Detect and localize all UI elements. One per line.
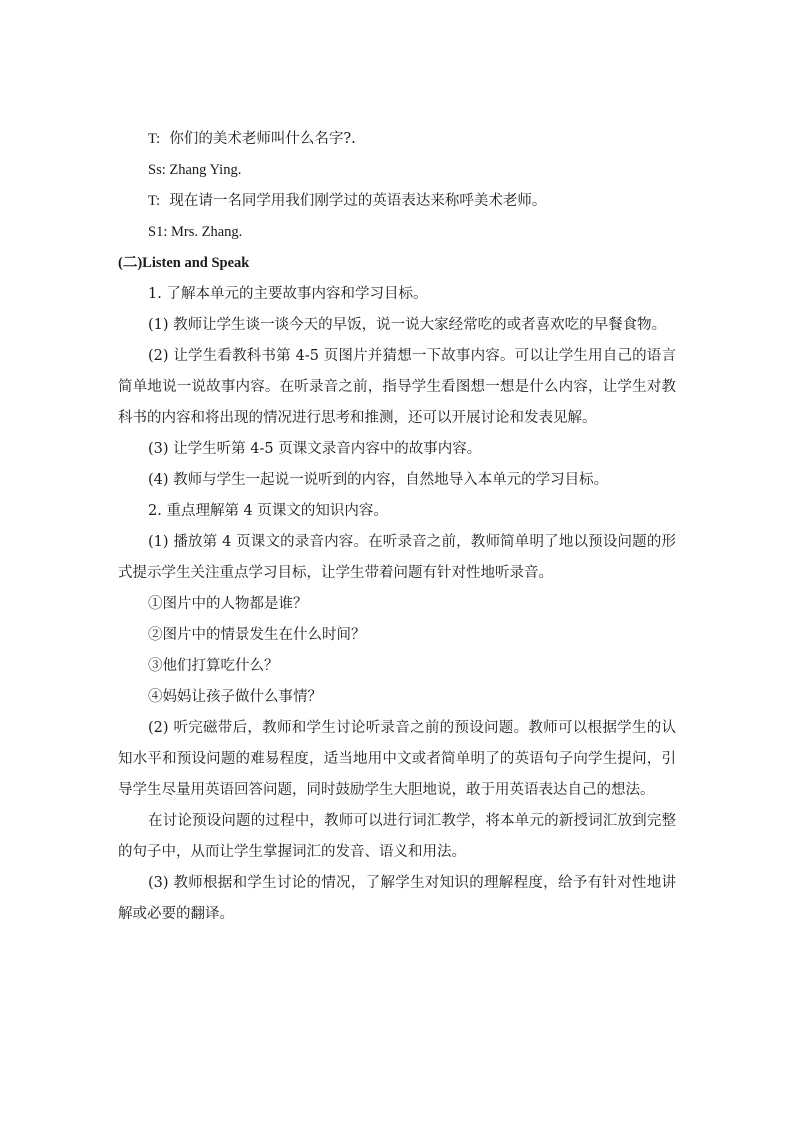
vocab-note: 在讨论预设问题的过程中，教师可以进行词汇教学，将本单元的新授词汇放到完整的句子中，从而让学生掌握词汇的发音、语义和用法。 <box>118 813 676 860</box>
question-2: ②图片中的情景发生在什么时间？ <box>148 627 366 643</box>
step1-item-2: (2) 让学生看教科书第 4-5 页图片并猜想一下故事内容。可以让学生用自己的语言简单地说一说故事内容。在听录音之前，指导学生看图想一想是什么内容，让学生对教科书的内容和将出现的情况进行思考和推测，还可以开展讨论和发表见解。 <box>118 348 676 426</box>
step1-item-3: (3) 让学生听第 4-5 页课文录音内容中的故事内容。 <box>148 441 482 457</box>
speaker-label: T: <box>148 131 161 147</box>
step1-item-1: (1) 教师让学生谈一谈今天的早饭，说一说大家经常吃的或者喜欢吃的早餐食物。 <box>148 317 667 333</box>
step2-item-2: (2) 听完磁带后，教师和学生讨论听录音之前的预设问题。教师可以根据学生的认知水平和预设问题的难易程度，适当地用中文或者简单明了的英语句子向学生提问，引导学生尽量用英语回答问题，同时鼓励学生大胆地说，敢于用英语表达自己的想法。 <box>118 720 676 798</box>
dialogue-line-1 <box>118 124 676 155</box>
step2-item-3: (3) 教师根据和学生讨论的情况，了解学生对知识的理解程度，给予有针对性地讲解或必要的翻译。 <box>118 875 676 922</box>
speaker-label: Ss: <box>148 162 166 178</box>
dialogue-text: Mrs. Zhang. <box>170 224 243 240</box>
question-1: ①图片中的人物都是谁？ <box>148 596 308 612</box>
document-page <box>118 124 676 930</box>
question-3: ③他们打算吃什么？ <box>148 658 279 674</box>
speaker-label: S1: <box>148 224 168 240</box>
step2-title: 2. 重点理解第 4 页课文的知识内容。 <box>148 503 388 519</box>
section-heading: (二)Listen and Speak <box>118 255 250 271</box>
dialogue-line-4 <box>118 217 676 248</box>
dialogue-line-2 <box>118 155 676 186</box>
speaker-label: T: <box>148 193 161 209</box>
dialogue-text: Zhang Ying. <box>169 162 242 178</box>
question-4: ④妈妈让孩子做什么事情？ <box>148 689 322 705</box>
dialogue-text: 现在请一名同学用我们刚学过的英语表达来称呼美术老师。 <box>169 193 547 209</box>
step1-item-4: (4) 教师与学生一起说一说听到的内容，自然地导入本单元的学习目标。 <box>148 472 609 488</box>
step1-title: 1. 了解本单元的主要故事内容和学习目标。 <box>148 286 428 302</box>
dialogue-line-3 <box>118 186 676 217</box>
dialogue-text: 你们的美术老师叫什么名字?. <box>169 131 356 147</box>
step2-item-1: (1) 播放第 4 页课文的录音内容。在听录音之前，教师简单明了地以预设问题的形式提示学生关注重点学习目标，让学生带着问题有针对性地听录音。 <box>118 534 676 581</box>
